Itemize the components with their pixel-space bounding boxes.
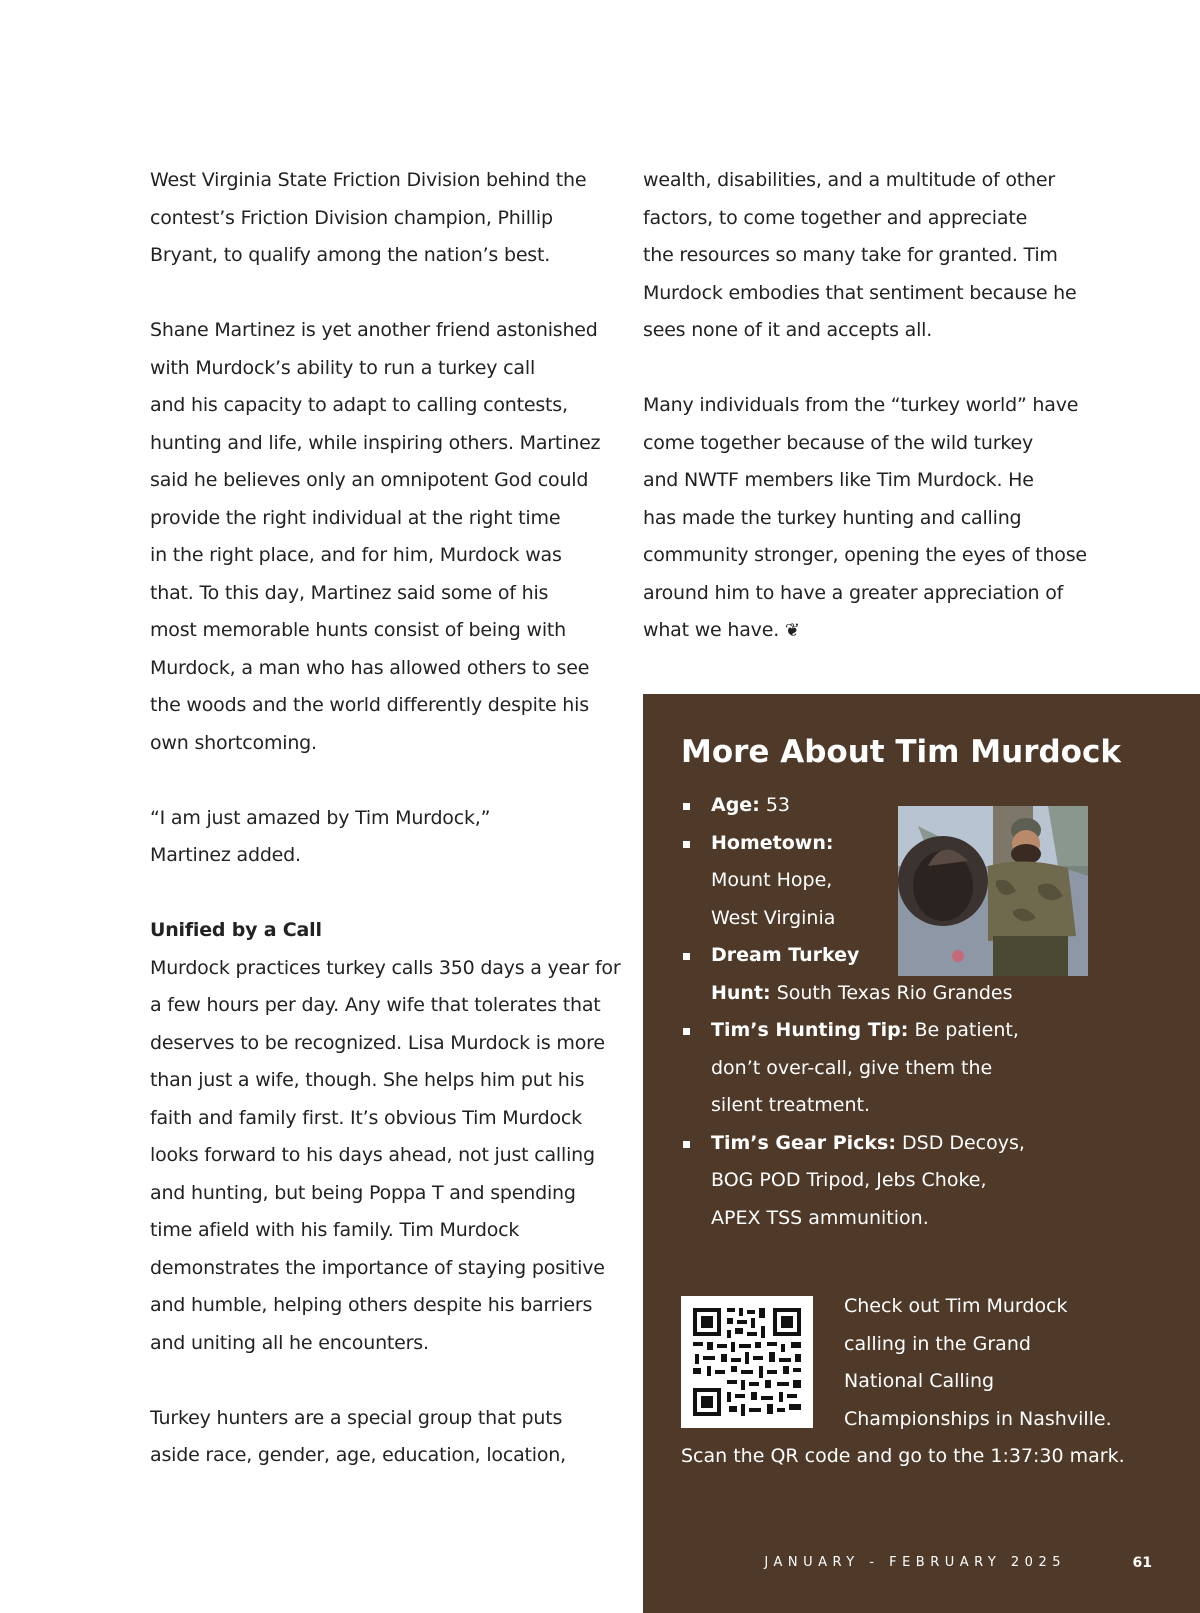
text-line: faith and family first. It’s obvious Tim Murdock bbox=[150, 1106, 582, 1129]
text-line: than just a wife, though. She helps him put his bbox=[150, 1069, 585, 1091]
text-line: demonstrates the importance of staying positive bbox=[150, 1256, 605, 1279]
paragraph bbox=[643, 387, 1098, 650]
bullet-icon bbox=[683, 1028, 690, 1035]
qr-caption-line: calling in the Grand bbox=[844, 1332, 1031, 1355]
fact-label: Hometown: bbox=[711, 831, 834, 854]
sidebar-title: More About Tim Murdock bbox=[681, 734, 1121, 770]
text-line: and humble, helping others despite his barriers bbox=[150, 1294, 593, 1316]
text-line: provide the right individual at the right time bbox=[150, 506, 561, 529]
fact-value: South Texas Rio Grandes bbox=[776, 981, 1013, 1004]
text-line: contest’s Friction Division champion, Phillip bbox=[150, 206, 553, 229]
fact-hometown bbox=[681, 825, 1161, 938]
text-line: sees none of it and accepts all. bbox=[643, 319, 933, 341]
paragraph bbox=[150, 1400, 605, 1475]
paragraph bbox=[150, 950, 621, 1363]
text-line: Murdock practices turkey calls 350 days a year for bbox=[150, 956, 621, 979]
sidebar-box bbox=[643, 694, 1200, 1613]
text-line: with Murdock’s ability to run a turkey call bbox=[150, 356, 536, 379]
fact-label: Tim’s Hunting Tip: bbox=[711, 1019, 909, 1041]
bullet-icon bbox=[683, 803, 690, 810]
fact-label: Hunt: bbox=[711, 981, 771, 1004]
fact-value: BOG POD Tripod, Jebs Choke, bbox=[711, 1169, 987, 1191]
bullet-icon bbox=[683, 841, 690, 848]
text-line: Martinez added. bbox=[150, 844, 301, 866]
fact-value: Mount Hope, bbox=[711, 869, 833, 891]
fact-value: 53 bbox=[765, 794, 791, 816]
text-line: a few hours per day. Any wife that tolerates that bbox=[150, 994, 601, 1016]
text-line: said he believes only an omnipotent God could bbox=[150, 469, 589, 491]
qr-caption-line: Championships in Nashville. bbox=[844, 1407, 1112, 1430]
bullet-icon bbox=[683, 1141, 690, 1148]
text-line: and his capacity to adapt to calling contests, bbox=[150, 394, 568, 416]
page-number: 61 bbox=[1132, 1555, 1152, 1571]
text-line: looks forward to his days ahead, not just calling bbox=[150, 1144, 595, 1166]
paragraph bbox=[150, 162, 605, 275]
text-line: “I am just amazed by Tim Murdock,” bbox=[150, 806, 491, 829]
text-line: West Virginia State Friction Division behind the bbox=[150, 169, 587, 191]
right-column bbox=[643, 162, 1098, 650]
qr-caption-line: Check out Tim Murdock bbox=[844, 1295, 1068, 1317]
paragraph bbox=[643, 162, 1098, 350]
text-line: Murdock, a man who has allowed others to see bbox=[150, 656, 590, 679]
qr-caption-line: Scan the QR code and go to the 1:37:30 mark. bbox=[681, 1445, 1125, 1467]
text-line: come together because of the wild turkey bbox=[643, 431, 1034, 454]
left-column bbox=[150, 162, 621, 1475]
last-line-text: what we have. bbox=[643, 619, 780, 641]
facts-list bbox=[681, 787, 1161, 1237]
text-line: community stronger, opening the eyes of those bbox=[643, 544, 1087, 566]
fact-value: DSD Decoys, bbox=[902, 1131, 1025, 1154]
fact-gear-picks bbox=[681, 1125, 1161, 1238]
text-line: factors, to come together and appreciate bbox=[643, 206, 1028, 229]
fact-dream-hunt bbox=[681, 937, 1161, 1012]
text-line: the woods and the world differently despite his bbox=[150, 694, 589, 716]
bullet-icon bbox=[683, 953, 690, 960]
fact-value: silent treatment. bbox=[711, 1094, 871, 1116]
text-line: time afield with his family. Tim Murdock bbox=[150, 1219, 520, 1241]
text-line: Turkey hunters are a special group that puts bbox=[150, 1406, 563, 1429]
text-line: deserves to be recognized. Lisa Murdock is more bbox=[150, 1031, 605, 1054]
text-line: and hunting, but being Poppa T and spending bbox=[150, 1181, 576, 1204]
fact-age bbox=[681, 787, 1161, 825]
qr-caption-line: National Calling bbox=[844, 1370, 995, 1392]
text-line bbox=[643, 612, 1098, 650]
text-line: Murdock embodies that sentiment because he bbox=[643, 281, 1077, 304]
text-line: in the right place, and for him, Murdock was bbox=[150, 544, 562, 566]
text-line: own shortcoming. bbox=[150, 731, 317, 754]
text-line: and uniting all he encounters. bbox=[150, 1331, 429, 1354]
text-line: aside race, gender, age, education, location, bbox=[150, 1444, 566, 1466]
text-line: the resources so many take for granted. Tim bbox=[643, 244, 1058, 266]
text-line: Bryant, to qualify among the nation’s best. bbox=[150, 244, 551, 266]
fact-value: Be patient, bbox=[914, 1019, 1019, 1041]
issue-date: JANUARY - FEBRUARY 2025 bbox=[764, 1555, 1066, 1570]
text-line: that. To this day, Martinez said some of his bbox=[150, 581, 549, 604]
paragraph bbox=[150, 312, 605, 762]
fact-label: Age: bbox=[711, 794, 760, 816]
leaf-icon: ❦ bbox=[784, 620, 800, 641]
text-line: wealth, disabilities, and a multitude of other bbox=[643, 169, 1055, 191]
qr-caption bbox=[681, 1288, 1161, 1476]
text-line: and NWTF members like Tim Murdock. He bbox=[643, 469, 1034, 491]
fact-value: West Virginia bbox=[711, 906, 836, 929]
text-line: around him to have a greater appreciation of bbox=[643, 581, 1064, 604]
text-line: hunting and life, while inspiring others. Martinez bbox=[150, 431, 601, 454]
fact-value: don’t over-call, give them the bbox=[711, 1056, 993, 1079]
text-line: has made the turkey hunting and calling bbox=[643, 506, 1022, 529]
text-line: Many individuals from the “turkey world” have bbox=[643, 394, 1079, 416]
fact-hunting-tip bbox=[681, 1012, 1161, 1125]
fact-label: Tim’s Gear Picks: bbox=[711, 1131, 896, 1154]
quote-paragraph bbox=[150, 800, 605, 875]
section-subheading: Unified by a Call bbox=[150, 919, 322, 941]
fact-label: Dream Turkey bbox=[711, 944, 860, 966]
text-line: most memorable hunts consist of being with bbox=[150, 619, 567, 641]
fact-value: APEX TSS ammunition. bbox=[711, 1206, 929, 1229]
text-line: Shane Martinez is yet another friend astonished bbox=[150, 319, 598, 341]
